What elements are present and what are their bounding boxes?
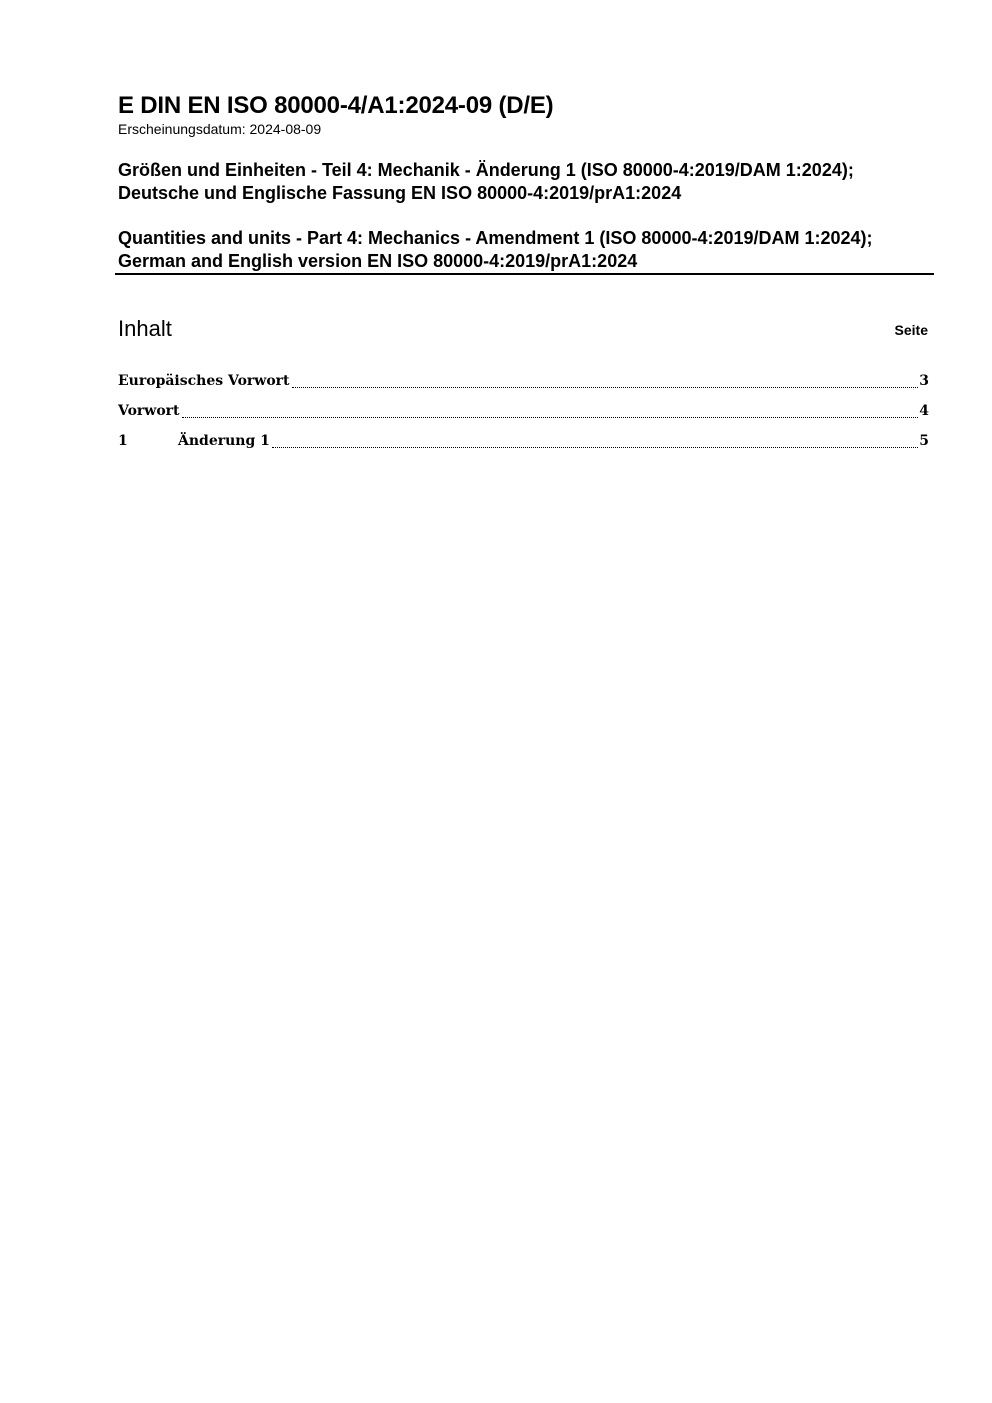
toc-header bbox=[118, 315, 928, 345]
document-id: E DIN EN ISO 80000-4/A1:2024-09 (D/E) bbox=[118, 92, 554, 119]
toc-entry-label: Vorwort bbox=[118, 403, 180, 419]
toc-entry-label: Änderung 1 bbox=[178, 433, 270, 449]
header-divider bbox=[115, 273, 934, 275]
title-english: Quantities and units - Part 4: Mechanics - Amendment 1 (ISO 80000-4:2019/DAM 1:2024); German and English version EN ISO 80000-4:2019/prA1:2024 bbox=[118, 228, 873, 271]
toc-entry-page: 4 bbox=[919, 403, 929, 419]
toc-heading: Inhalt bbox=[118, 316, 172, 341]
toc-dot-leader bbox=[272, 447, 918, 448]
document-header bbox=[118, 92, 934, 273]
toc-entry-vorwort[interactable] bbox=[118, 400, 929, 430]
toc-entry-page: 3 bbox=[919, 373, 929, 389]
toc-dot-leader bbox=[292, 387, 918, 388]
title-german: Größen und Einheiten - Teil 4: Mechanik - Änderung 1 (ISO 80000-4:2019/DAM 1:2024); Deutsche und Englische Fassung EN ISO 80000-4:2019/prA1:2024 bbox=[118, 160, 854, 203]
toc-entry-aenderung-1[interactable] bbox=[118, 430, 929, 460]
toc-dot-leader bbox=[182, 417, 918, 418]
toc-entry-number: 1 bbox=[118, 433, 128, 449]
toc-entry-label: Europäisches Vorwort bbox=[118, 373, 290, 389]
toc-entry-page: 5 bbox=[919, 433, 929, 449]
toc-entry-europaeisches-vorwort[interactable] bbox=[118, 370, 929, 400]
toc-page-column-label: Seite bbox=[894, 322, 928, 338]
toc-list bbox=[118, 370, 929, 460]
publication-date: Erscheinungsdatum: 2024-08-09 bbox=[118, 121, 322, 137]
